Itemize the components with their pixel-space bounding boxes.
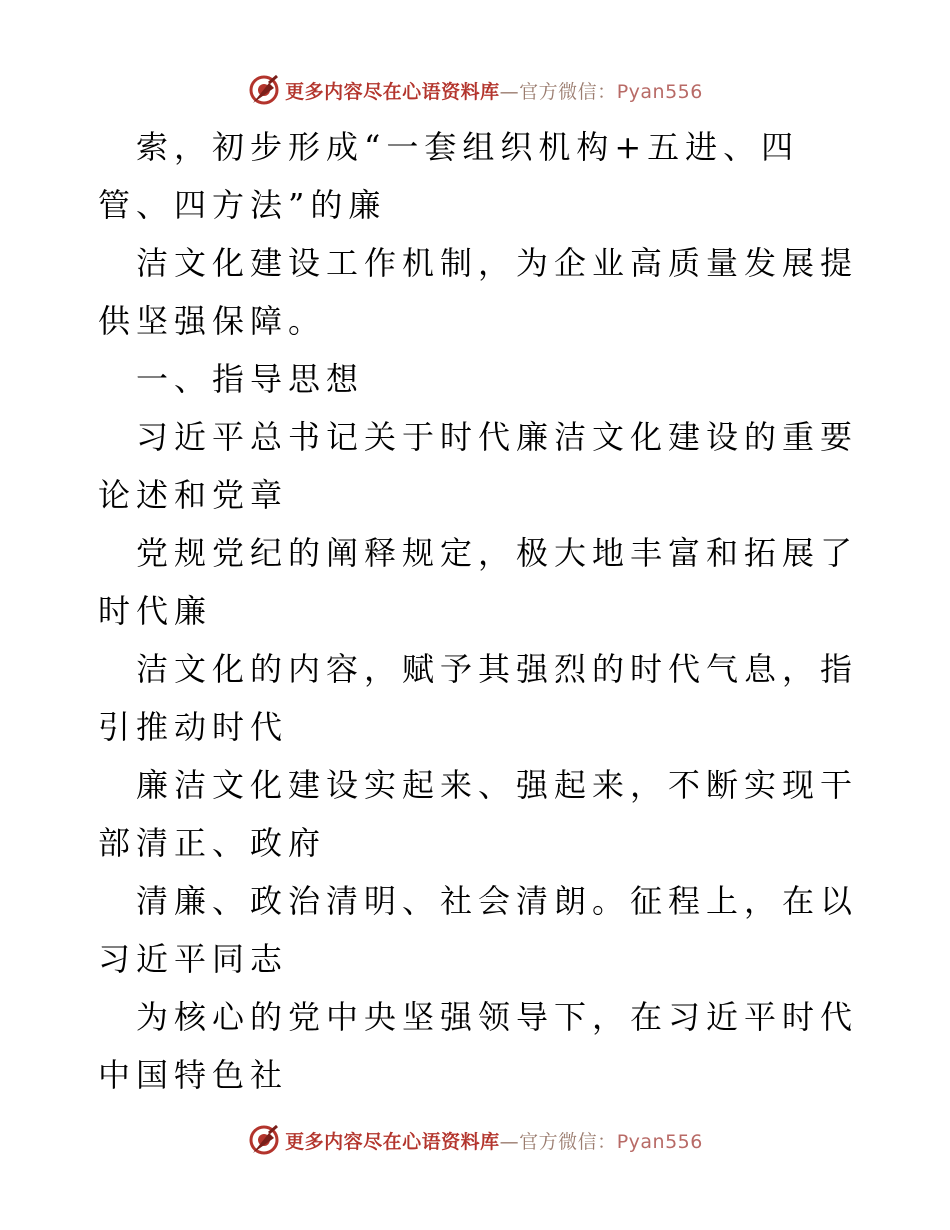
paragraph: [98, 118, 858, 234]
paragraph-line: 和党章: [174, 476, 289, 514]
banner-text: [285, 1127, 703, 1154]
paragraph-line: 清廉、政治清明、社会清朗。征程上，在以习近: [98, 882, 859, 978]
paragraph-line: 索，初步形成“一套组织机构+五进、四管、四: [98, 128, 800, 224]
document-body: [98, 118, 858, 1104]
paragraph-line: 强保障。: [174, 302, 327, 340]
banner-handle: Pyan556: [616, 1130, 703, 1153]
paragraph-line: 习近平总书记关于时代廉洁文化建设的重要论述: [98, 418, 859, 514]
paragraph-line: 洁文化建设工作机制，为企业高质量发展提供坚: [98, 244, 859, 340]
paragraph-line: 廉: [174, 592, 213, 630]
banner-wechat-label: 官方微信：: [519, 1130, 617, 1153]
paragraph-line: 为核心的党中央坚强领导下，在习近平时代中国: [98, 998, 859, 1094]
banner-main-text: 更多内容尽在心语资料库: [285, 1130, 500, 1153]
paragraph-line: 洁文化的内容，赋予其强烈的时代气息，指引推: [98, 650, 859, 746]
paragraph-line: 廉洁文化建设实起来、强起来，不断实现干部清: [98, 766, 859, 862]
paragraph: [98, 234, 858, 350]
header-banner: [0, 70, 950, 110]
paragraph-line: 特色社: [174, 1056, 289, 1094]
section-heading: [98, 350, 858, 408]
banner-dash: —: [499, 80, 520, 103]
banner-wechat-label: 官方微信：: [519, 80, 617, 103]
pen-nib-logo-icon: [247, 1123, 281, 1157]
banner-main-text: 更多内容尽在心语资料库: [285, 80, 500, 103]
paragraph: [98, 988, 858, 1104]
paragraph-line: 一、指导思想: [136, 360, 365, 398]
paragraph-line: 方法”的廉: [212, 186, 387, 224]
banner-text: [285, 77, 703, 104]
paragraph: [98, 756, 858, 872]
paragraph: [98, 408, 858, 524]
paragraph: [98, 524, 858, 640]
paragraph-line: 正、政府: [174, 824, 327, 862]
footer-banner: [0, 1120, 950, 1160]
paragraph-line: 平同志: [174, 940, 289, 978]
banner-handle: Pyan556: [616, 80, 703, 103]
banner-dash: —: [499, 1130, 520, 1153]
paragraph: [98, 872, 858, 988]
pen-nib-logo-icon: [247, 73, 281, 107]
paragraph-line: 动时代: [174, 708, 289, 746]
paragraph: [98, 640, 858, 756]
paragraph-line: 党规党纪的阐释规定，极大地丰富和拓展了时代: [98, 534, 859, 630]
